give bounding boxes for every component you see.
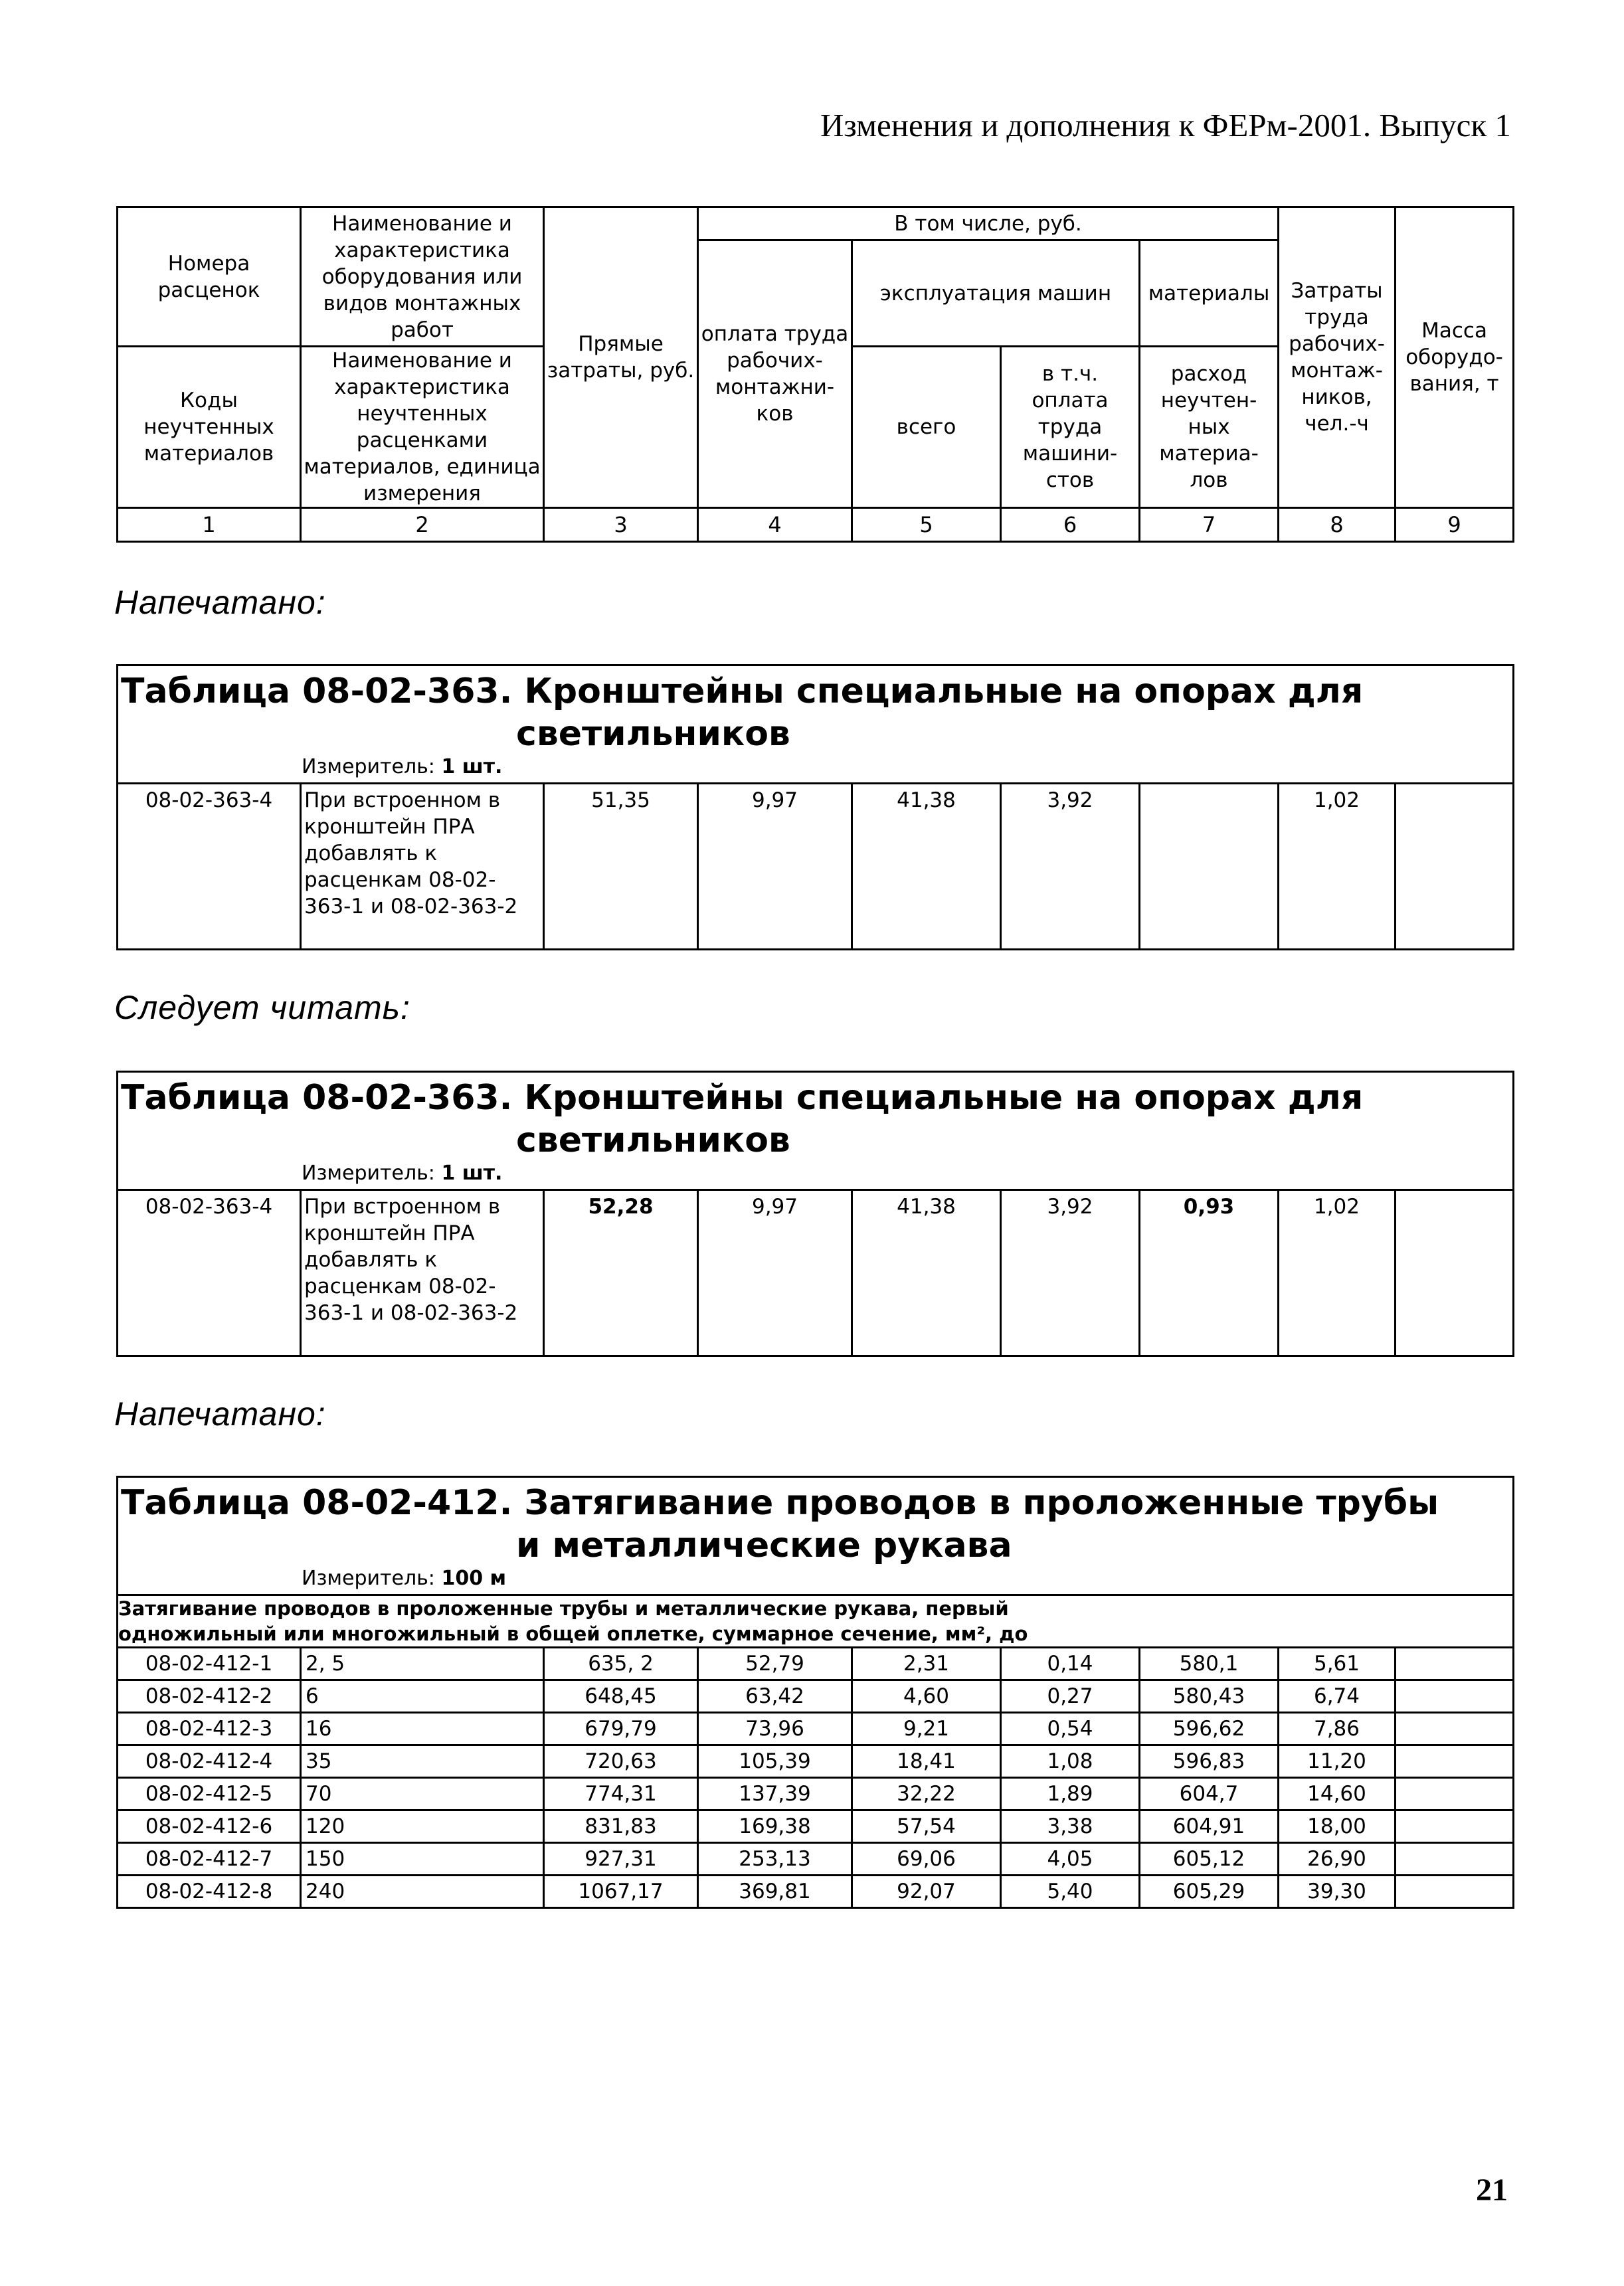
page-number: 21 — [1476, 2172, 1508, 2208]
labor-pay: 73,96 — [698, 1713, 852, 1745]
table-363-printed — [116, 664, 1514, 950]
col-number: 4 — [698, 508, 852, 542]
equipment-mass — [1396, 1778, 1514, 1810]
table-row — [118, 1745, 1514, 1778]
col-number: 6 — [1001, 508, 1140, 542]
col-number: 7 — [1140, 508, 1279, 542]
section-label-printed: Напечатано: — [114, 584, 326, 621]
unit-label: Измеритель: — [302, 1567, 435, 1590]
unit-label: Измеритель: — [302, 755, 435, 778]
equipment-mass — [1396, 1713, 1514, 1745]
wire-section: 120 — [301, 1810, 544, 1843]
direct-costs: 720,63 — [544, 1745, 698, 1778]
col6-header: в т.ч. оплата труда машини-стов — [1001, 347, 1140, 508]
col8-header: Затраты труда рабочих-монтаж-ников, чел.-ч — [1279, 207, 1396, 508]
machines-total: 57,54 — [852, 1810, 1001, 1843]
materials — [1140, 784, 1279, 950]
machines-total: 32,22 — [852, 1778, 1001, 1810]
col2-bottom-header: Наименование и характеристика неучтенных расценками материалов, единица измерения — [301, 347, 544, 508]
equipment-mass — [1396, 1190, 1514, 1356]
rate-code: 08-02-363-4 — [118, 1190, 301, 1356]
direct-costs: 927,31 — [544, 1843, 698, 1876]
wire-section: 2, 5 — [301, 1648, 544, 1680]
col-number: 5 — [852, 508, 1001, 542]
col1-bottom-header: Коды неучтенных материалов — [118, 347, 301, 508]
labor-hours: 1,02 — [1279, 784, 1396, 950]
direct-costs: 648,45 — [544, 1680, 698, 1713]
column-number-row — [118, 508, 1514, 542]
machinist-pay: 4,05 — [1001, 1843, 1140, 1876]
labor-hours: 1,02 — [1279, 1190, 1396, 1356]
direct-costs: 52,28 — [544, 1190, 698, 1356]
labor-hours: 14,60 — [1279, 1778, 1396, 1810]
machinist-pay: 0,54 — [1001, 1713, 1140, 1745]
labor-hours: 39,30 — [1279, 1876, 1396, 1908]
col9-header: Масса оборудо-вания, т — [1396, 207, 1514, 508]
unit-line — [118, 755, 1512, 782]
table-row — [118, 1713, 1514, 1745]
table-row — [118, 1810, 1514, 1843]
labor-pay: 105,39 — [698, 1745, 852, 1778]
machines-total: 2,31 — [852, 1648, 1001, 1680]
machines-total: 4,60 — [852, 1680, 1001, 1713]
labor-pay: 369,81 — [698, 1876, 852, 1908]
rate-code: 08-02-412-3 — [118, 1713, 301, 1745]
wire-section: 240 — [301, 1876, 544, 1908]
col-number: 1 — [118, 508, 301, 542]
section-label-should-read: Следует читать: — [114, 989, 410, 1026]
running-head: Изменения и дополнения к ФЕРм-2001. Выпуск 1 — [820, 107, 1511, 143]
unit-value: 1 шт. — [441, 755, 503, 778]
materials: 596,83 — [1140, 1745, 1279, 1778]
table-row — [118, 1778, 1514, 1810]
col-number: 2 — [301, 508, 544, 542]
materials: 604,91 — [1140, 1810, 1279, 1843]
rate-code: 08-02-412-5 — [118, 1778, 301, 1810]
wire-section: 16 — [301, 1713, 544, 1745]
rate-code: 08-02-412-6 — [118, 1810, 301, 1843]
machinist-pay: 5,40 — [1001, 1876, 1140, 1908]
labor-hours: 11,20 — [1279, 1745, 1396, 1778]
machinist-pay: 3,92 — [1001, 1190, 1140, 1356]
materials: 604,7 — [1140, 1778, 1279, 1810]
rate-code: 08-02-412-8 — [118, 1876, 301, 1908]
labor-hours: 7,86 — [1279, 1713, 1396, 1745]
col-number: 9 — [1396, 508, 1514, 542]
direct-costs: 1067,17 — [544, 1876, 698, 1908]
table-title-line1: Таблица 08-02-412. Затягивание проводов в проложенные трубы — [121, 1483, 1439, 1523]
unit-label: Измеритель: — [302, 1162, 435, 1185]
labor-pay: 137,39 — [698, 1778, 852, 1810]
table-row — [118, 1843, 1514, 1876]
section-label-printed: Напечатано: — [114, 1395, 326, 1433]
direct-costs: 679,79 — [544, 1713, 698, 1745]
machines-total: 41,38 — [852, 784, 1001, 950]
col3-header: Прямые затраты, руб. — [544, 207, 698, 508]
labor-pay: 63,42 — [698, 1680, 852, 1713]
table-row — [118, 784, 1514, 950]
work-description: При встроенном в кронштейн ПРА добавлять к расценкам 08-02-363-1 и 08-02-363-2 — [301, 784, 544, 950]
materials: 580,1 — [1140, 1648, 1279, 1680]
table-title-line1: Таблица 08-02-363. Кронштейны специальные на опорах для — [121, 671, 1364, 711]
labor-hours: 5,61 — [1279, 1648, 1396, 1680]
wire-section: 6 — [301, 1680, 544, 1713]
materials: 605,12 — [1140, 1843, 1279, 1876]
rate-code: 08-02-412-4 — [118, 1745, 301, 1778]
column-header-table — [116, 206, 1514, 543]
machines-total: 18,41 — [852, 1745, 1001, 1778]
col-number: 3 — [544, 508, 698, 542]
col1-top-header: Номера расценок — [118, 207, 301, 347]
wire-section: 150 — [301, 1843, 544, 1876]
table-title-block — [118, 1477, 1514, 1595]
direct-costs: 831,83 — [544, 1810, 698, 1843]
equipment-mass — [1396, 1648, 1514, 1680]
incl-header: В том числе, руб. — [698, 207, 1279, 240]
direct-costs: 51,35 — [544, 784, 698, 950]
equipment-mass — [1396, 1810, 1514, 1843]
table-title-block — [118, 1072, 1514, 1190]
table-title-line2: светильников — [516, 1120, 790, 1160]
equipment-mass — [1396, 1843, 1514, 1876]
table-title-block — [118, 665, 1514, 784]
direct-costs: 774,31 — [544, 1778, 698, 1810]
materials: 605,29 — [1140, 1876, 1279, 1908]
table-title-line2: и металлические рукава — [516, 1526, 1012, 1565]
machinist-pay: 0,14 — [1001, 1648, 1140, 1680]
rate-code: 08-02-412-1 — [118, 1648, 301, 1680]
table-title-line1: Таблица 08-02-363. Кронштейны специальные на опорах для — [121, 1078, 1364, 1118]
group-subheader — [118, 1595, 1514, 1648]
rate-code: 08-02-412-2 — [118, 1680, 301, 1713]
equipment-mass — [1396, 784, 1514, 950]
labor-pay: 9,97 — [698, 784, 852, 950]
labor-pay: 9,97 — [698, 1190, 852, 1356]
unit-value: 1 шт. — [441, 1162, 503, 1185]
unit-line — [118, 1162, 1512, 1189]
wire-section: 35 — [301, 1745, 544, 1778]
table-363-corrected — [116, 1071, 1514, 1357]
materials: 0,93 — [1140, 1190, 1279, 1356]
equipment-mass — [1396, 1876, 1514, 1908]
labor-hours: 6,74 — [1279, 1680, 1396, 1713]
machinist-pay: 1,08 — [1001, 1745, 1140, 1778]
machines-total: 92,07 — [852, 1876, 1001, 1908]
labor-pay: 253,13 — [698, 1843, 852, 1876]
table-412 — [116, 1476, 1514, 1909]
equipment-mass — [1396, 1680, 1514, 1713]
work-description: При встроенном в кронштейн ПРА добавлять к расценкам 08-02-363-1 и 08-02-363-2 — [301, 1190, 544, 1356]
machinist-pay: 3,38 — [1001, 1810, 1140, 1843]
table-row — [118, 1680, 1514, 1713]
labor-hours: 18,00 — [1279, 1810, 1396, 1843]
table-row — [118, 1876, 1514, 1908]
equipment-mass — [1396, 1745, 1514, 1778]
machinist-pay: 1,89 — [1001, 1778, 1140, 1810]
direct-costs: 635, 2 — [544, 1648, 698, 1680]
rate-code: 08-02-363-4 — [118, 784, 301, 950]
labor-hours: 26,90 — [1279, 1843, 1396, 1876]
machines-total: 69,06 — [852, 1843, 1001, 1876]
col5-header: всего — [852, 347, 1001, 508]
materials-header: материалы — [1140, 240, 1279, 347]
labor-pay: 52,79 — [698, 1648, 852, 1680]
machines-total: 41,38 — [852, 1190, 1001, 1356]
table-412-body — [118, 1648, 1514, 1908]
col-number: 8 — [1279, 508, 1396, 542]
unit-value: 100 м — [441, 1567, 507, 1590]
machines-header: эксплуатация машин — [852, 240, 1140, 347]
materials: 580,43 — [1140, 1680, 1279, 1713]
machinist-pay: 0,27 — [1001, 1680, 1140, 1713]
rate-code: 08-02-412-7 — [118, 1843, 301, 1876]
labor-pay: 169,38 — [698, 1810, 852, 1843]
materials: 596,62 — [1140, 1713, 1279, 1745]
unit-line — [118, 1567, 1512, 1594]
table-row — [118, 1648, 1514, 1680]
machinist-pay: 3,92 — [1001, 784, 1140, 950]
machines-total: 9,21 — [852, 1713, 1001, 1745]
col4-header: оплата труда рабочих-монтажни-ков — [698, 240, 852, 508]
table-title-line2: светильников — [516, 714, 790, 754]
col2-top-header: Наименование и характеристика оборудования или видов монтажных работ — [301, 207, 544, 347]
group-subheader-line1: Затягивание проводов в проложенные трубы и металлические рукава, первый — [118, 1597, 1009, 1620]
group-subheader-line2: одножильный или многожильный в общей оплетке, суммарное сечение, мм², до — [118, 1623, 1028, 1645]
wire-section: 70 — [301, 1778, 544, 1810]
col7-header: расход неучтен-ных материа-лов — [1140, 347, 1279, 508]
table-row — [118, 1190, 1514, 1356]
